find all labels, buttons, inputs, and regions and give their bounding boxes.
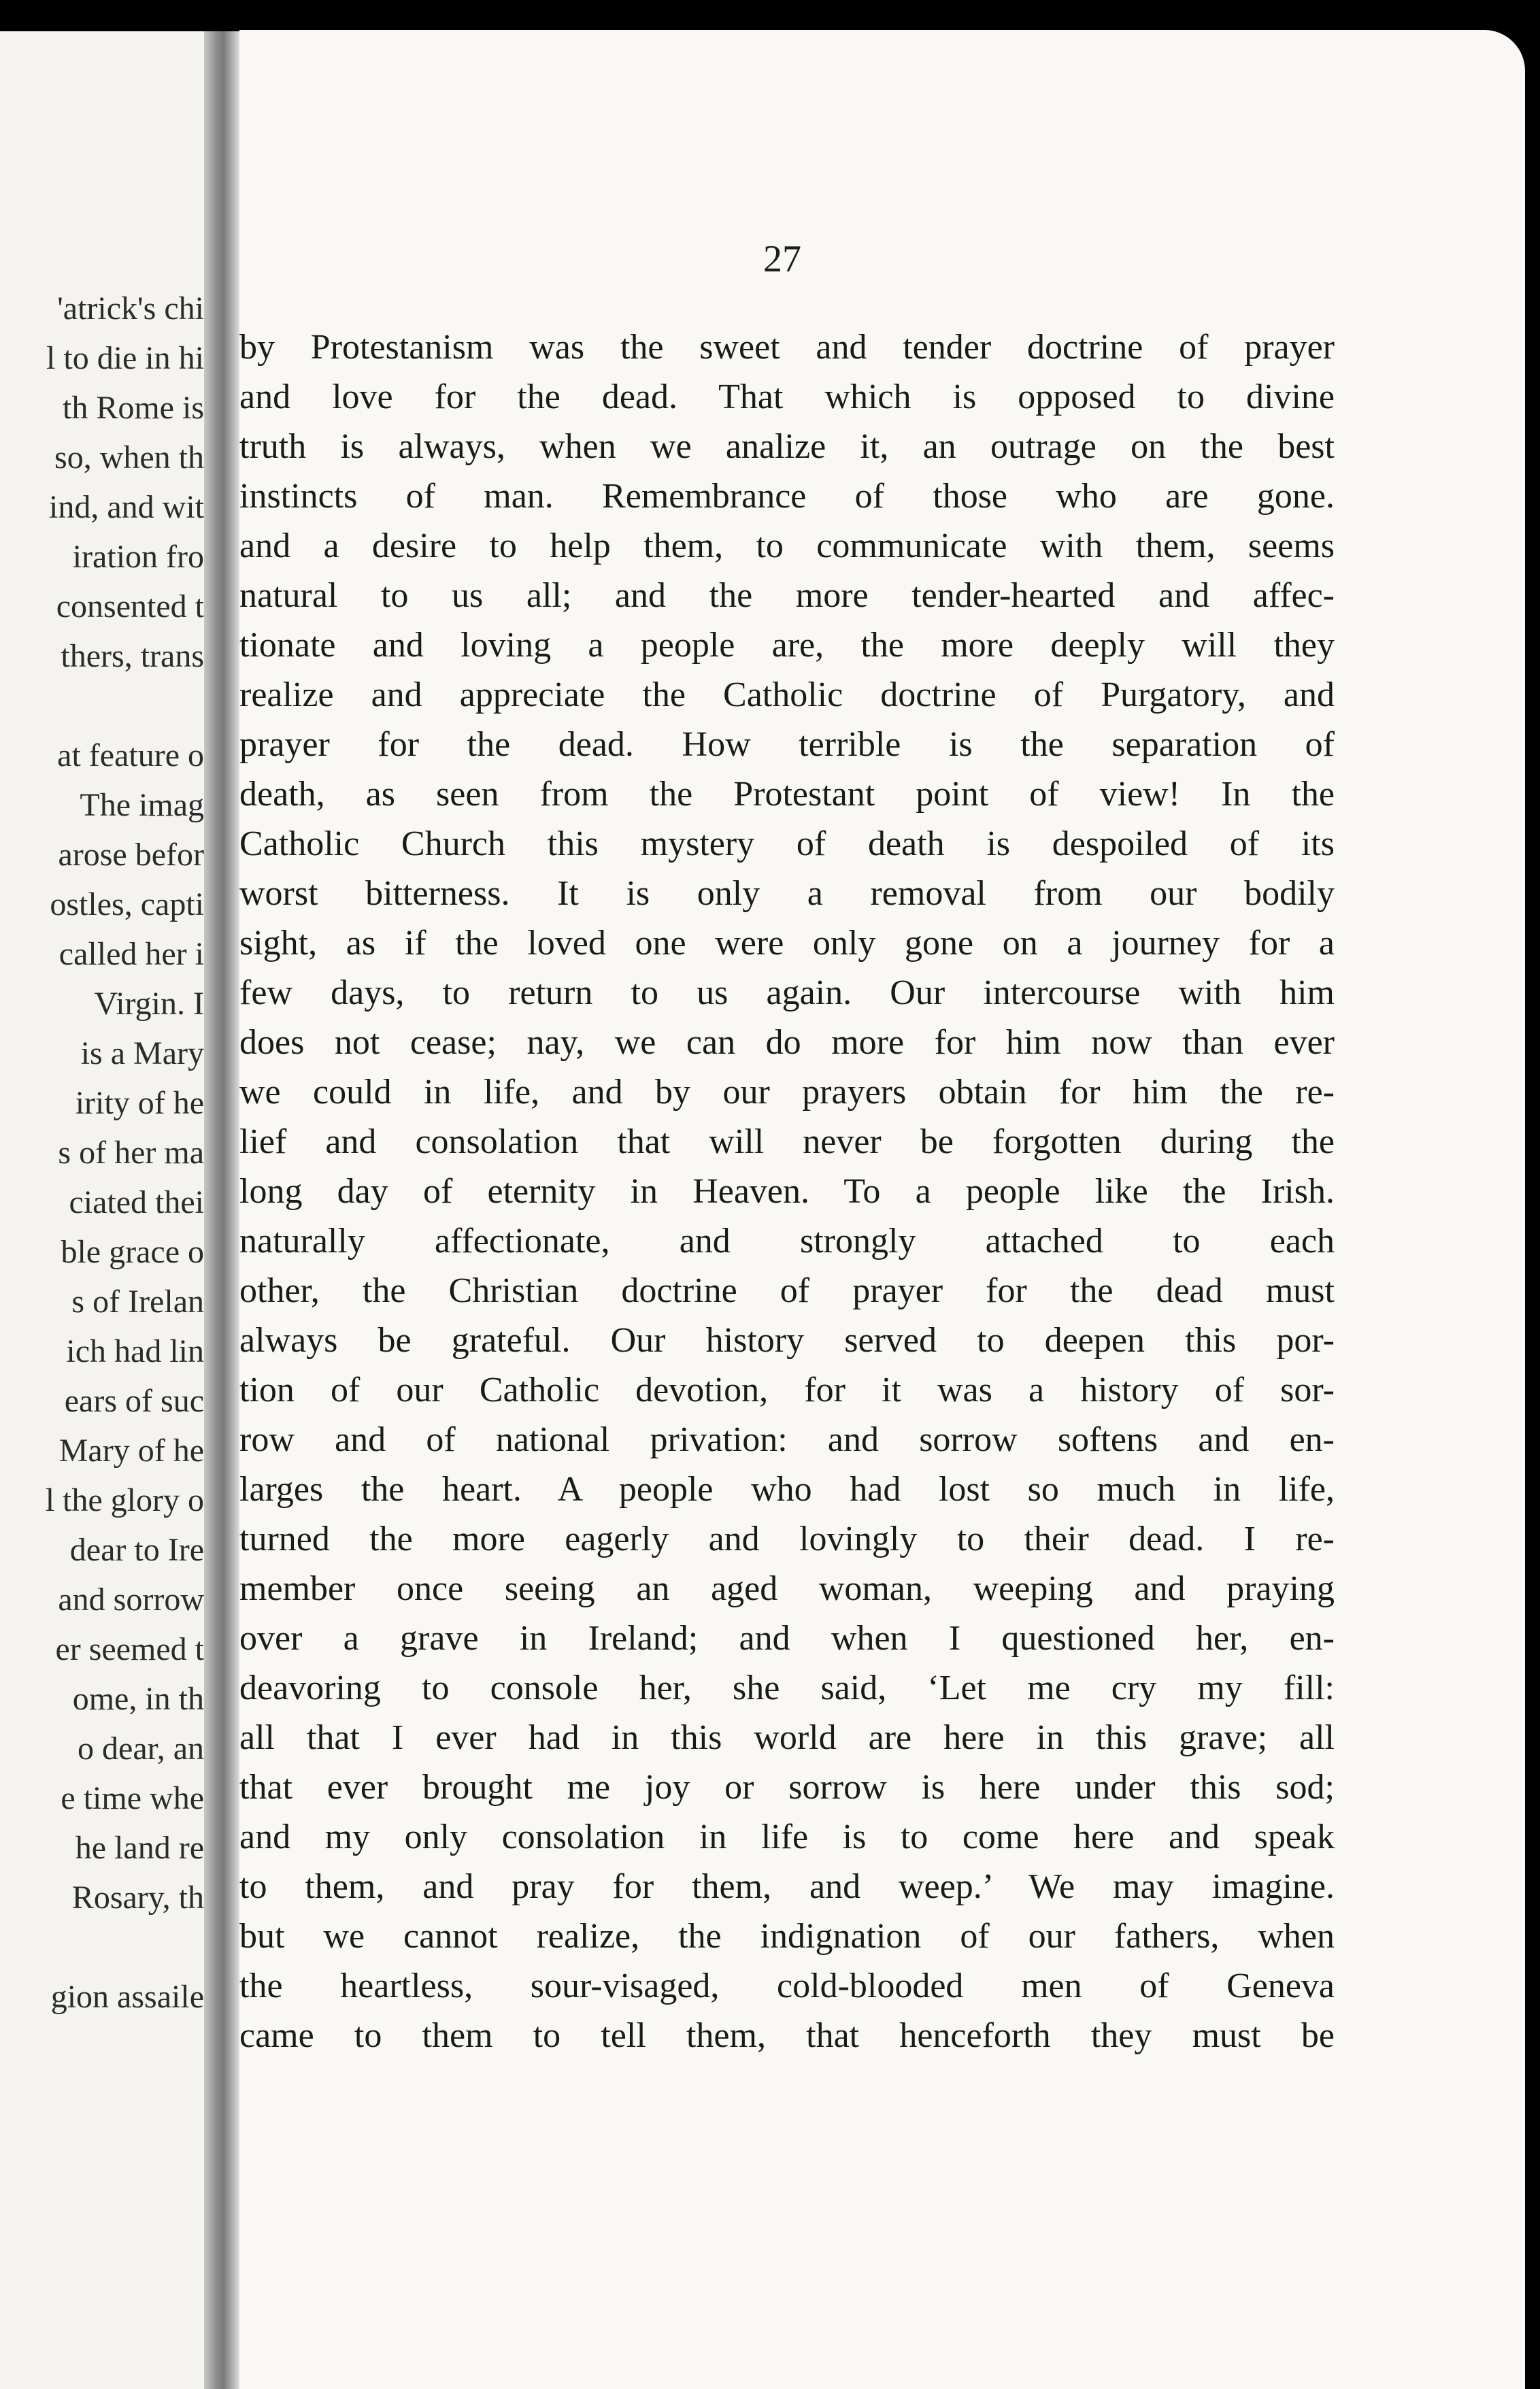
text-line: but we cannot realize, the indignation of our fathers, when [239, 1917, 1335, 1956]
text-line: other, the Christian doctrine of prayer for the dead must [239, 1271, 1335, 1310]
left-page-text-fragment: Mary of he [58, 1433, 204, 1469]
text-line: to them, and pray for them, and weep.’ We may imagine. [239, 1867, 1335, 1906]
left-page-text-fragment: s of her ma [58, 1135, 204, 1171]
text-line: sight, as if the loved one were only gone on a journey for a [239, 924, 1335, 963]
text-line: lief and consolation that will never be forgotten during the [239, 1122, 1335, 1161]
left-page-text-fragment: is a Mary [80, 1035, 204, 1071]
text-line: we could in life, and by our prayers obtain for him the re- [239, 1073, 1335, 1112]
text-line: and love for the dead. That which is opposed to divine [239, 378, 1335, 416]
left-page-text-fragment: ich had lin [66, 1333, 204, 1369]
left-page-text-fragment: ind, and wit [49, 489, 204, 525]
left-page-text-fragment: ble grace o [61, 1234, 204, 1270]
left-page-text-fragment: 'atrick's chi [57, 290, 204, 327]
left-page-text-fragment: dear to Ire [69, 1532, 204, 1568]
left-page-text-fragment: he land re [75, 1830, 204, 1866]
left-page-text-fragment: s of Irelan [71, 1284, 204, 1320]
text-line: and my only consolation in life is to come here and speak [239, 1818, 1335, 1856]
text-line: realize and appreciate the Catholic doctrine of Purgatory, and [239, 675, 1335, 714]
left-page-text-fragment: ostles, capti [50, 886, 204, 922]
left-page-text-fragment: ears of suc [64, 1383, 204, 1419]
page-number: 27 [763, 238, 801, 280]
left-page-text-fragment: arose befor [58, 837, 204, 873]
text-line: the heartless, sour-visaged, cold-blooded men of Geneva [239, 1967, 1335, 2005]
book-gutter [204, 31, 239, 2389]
left-page-text-fragment: and sorrow [58, 1582, 204, 1618]
left-page-text-fragment: gion assaile [50, 1979, 204, 2015]
left-page-text-fragment: ome, in th [72, 1681, 204, 1717]
left-facing-page [0, 31, 204, 2389]
text-line: that ever brought me joy or sorrow is here under this sod; [239, 1768, 1335, 1807]
text-line: long day of eternity in Heaven. To a people like the Irish. [239, 1172, 1335, 1211]
text-line: larges the heart. A people who had lost so much in life, [239, 1470, 1335, 1509]
left-page-text-fragment: The imag [80, 787, 204, 823]
right-page [239, 30, 1525, 2389]
left-page-text-fragment: er seemed t [55, 1631, 204, 1667]
left-page-text-fragment: iration fro [72, 539, 204, 575]
left-page-text-fragment: called her i [58, 936, 204, 972]
text-line: tion of our Catholic devotion, for it was a history of sor- [239, 1371, 1335, 1409]
left-page-text-fragment: th Rome is [62, 390, 204, 426]
text-line: does not cease; nay, we can do more for him now than ever [239, 1023, 1335, 1062]
text-line: member once seeing an aged woman, weeping and praying [239, 1569, 1335, 1608]
left-page-text-fragment: thers, trans [61, 638, 204, 674]
text-line: row and of national privation: and sorrow softens and en- [239, 1420, 1335, 1459]
text-line: instincts of man. Remembrance of those who are gone. [239, 477, 1335, 516]
text-line: prayer for the dead. How terrible is the separation of [239, 725, 1335, 764]
left-page-text-fragment: o dear, an [78, 1731, 204, 1767]
left-page-text-fragment: ciated thei [69, 1184, 204, 1220]
text-line: over a grave in Ireland; and when I questioned her, en- [239, 1619, 1335, 1658]
text-line: death, as seen from the Protestant point of view! In the [239, 775, 1335, 814]
text-line: Catholic Church this mystery of death is despoiled of its [239, 824, 1335, 863]
text-line: natural to us all; and the more tender-hearted and affec- [239, 576, 1335, 615]
text-line: tionate and loving a people are, the more deeply will they [239, 626, 1335, 665]
text-line: deavoring to console her, she said, ‘Let me cry my fill: [239, 1669, 1335, 1707]
text-line: turned the more eagerly and lovingly to their dead. I re- [239, 1520, 1335, 1558]
left-page-text-fragment: Virgin. I [94, 986, 204, 1022]
left-page-text-fragment: Rosary, th [71, 1880, 204, 1916]
text-line: all that I ever had in this world are here in this grave; all [239, 1718, 1335, 1757]
left-page-text-fragment: l to die in hi [46, 340, 204, 376]
body-text [239, 322, 1335, 2060]
left-page-text-fragment: l the glory o [45, 1482, 204, 1518]
text-line: few days, to return to us again. Our intercourse with him [239, 973, 1335, 1012]
text-line: naturally affectionate, and strongly attached to each [239, 1222, 1335, 1260]
text-line: worst bitterness. It is only a removal from our bodily [239, 874, 1335, 913]
text-line: always be grateful. Our history served to deepen this por- [239, 1321, 1335, 1360]
left-page-text-fragment: so, when th [54, 439, 204, 475]
left-page-text-fragment: e time whe [61, 1780, 204, 1816]
text-line: and a desire to help them, to communicate with them, seems [239, 527, 1335, 565]
text-line: came to them to tell them, that henceforth they must be [239, 2016, 1335, 2055]
text-line: truth is always, when we analize it, an outrage on the best [239, 427, 1335, 466]
left-page-text-fragment: at feature o [57, 737, 204, 773]
left-page-text-fragment: consented t [56, 588, 204, 624]
left-page-text-fragment: irity of he [75, 1085, 204, 1121]
text-line: by Protestanism was the sweet and tender doctrine of prayer [239, 328, 1335, 367]
